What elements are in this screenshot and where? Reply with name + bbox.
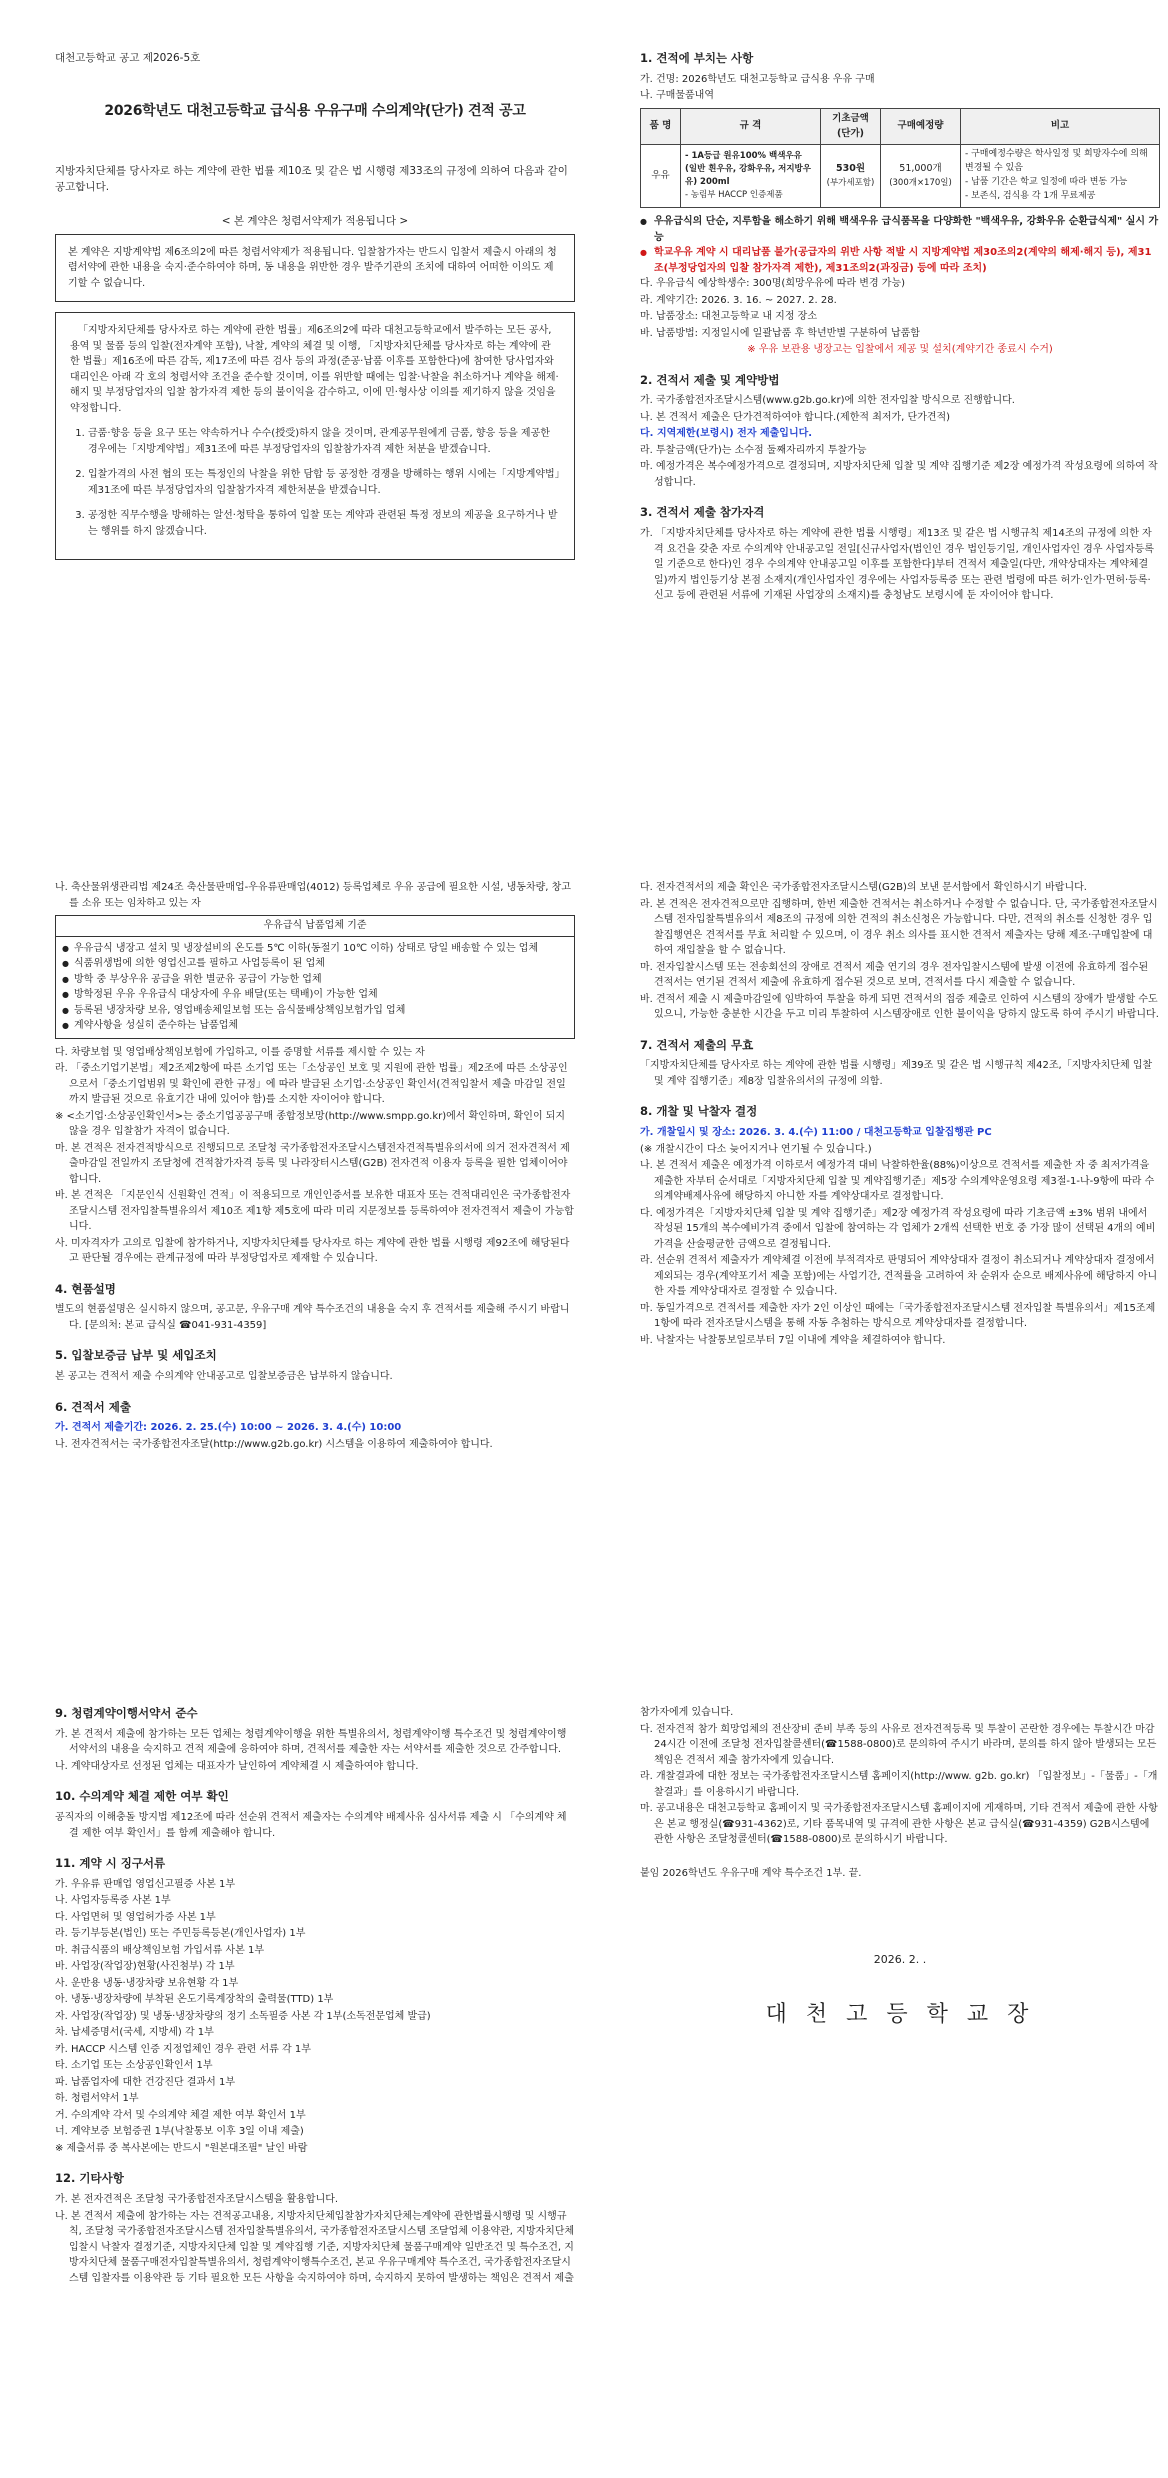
list-item: 사. 운반용 냉동·냉장차량 보유현황 각 1부 [55,1977,239,1989]
section-1-title: 1. 견적에 부치는 사항 [640,51,754,65]
s6-item-f: 바. 견적서 제출 시 제출마감일에 임박하여 투찰을 하게 되면 견적서의 접증 제출로 인하여 시스템의 장애가 발생할 수도 있으니, 가능한 충분한 시간을 두고 미리 투찰하여 시스템장애로 인한 불이익을 당하지 않도록 하여 주시기 바랍니다. [640,993,1159,1020]
s12-item-e: 마. 공고내용은 대천고등학교 홈페이지 및 국가종합전자조달시스템 홈페이지에 게재하며, 기타 견적서 제출에 관한 사항은 본교 행정실(☎931-4362)로, 기타 품목내역 및 규격에 관한 사항은 본교 급식실(☎931-4359) G2B시스템에 관한 사항은 조달청콜센터(☎1588-0800)로 문의하시기 바랍니다. [640,1803,1158,1845]
section-11-title: 11. 계약 시 징구서류 [55,1856,166,1871]
th-note: 비고 [961,108,1160,144]
page3-left [55,1705,575,2287]
s1-item-a: 가. 건명: 2026학년도 대천고등학교 급식용 우유 구매 [640,73,875,85]
s8-item-c: 다. 예정가격은「지방자치단체 입찰 및 계약 집행기준」제2장 예정가격 작성요령에 따라 기초금액 ±3% 범위 내에서 작성된 15개의 복수예비가격 중에서 입찰에 참여하는 각 업체가 2개씩 선택한 번호 중 가장 많이 선택된 4개의 예비가격을 산술평균한 금액으로 결정됩니다. [640,1207,1156,1250]
s1-item-e: 마. 납품장소: 대천고등학교 내 지정 장소 [640,311,818,322]
cell-qty [881,145,961,208]
criteria-item: ● 방학정된 우유 우유급식 대상자에 우유 배달(또는 택배)이 가능한 업체 [62,987,568,1003]
s6-item-b: 나. 전자견적서는 국가종합전자조달(http://www.g2b.go.kr) 시스템을 이용하여 제출하여야 합니다. [55,1438,493,1450]
s2-item-b: 나. 본 견적서 제출은 단가견적하여야 합니다.(제한적 최저가, 단가견적) [640,411,951,423]
s12-item-d: 라. 개찰결과에 대한 정보는 국가종합전자조달시스템 홈페이지(http://www. g2b. go.kr) 「입찰정보」-「물품」-「개찰결과」를 이용하시기 바랍니다. [640,1771,1158,1798]
list-item: 하. 청렴서약서 1부 [55,2093,139,2105]
note-line: - 납품 기간은 학교 일정에 따라 변동 가능 [965,177,1128,188]
s8-item-a: 가. 개찰일시 및 장소: 2026. 3. 4.(수) 11:00 / 대천고등학교 입찰집행관 PC [640,1127,992,1139]
page1-right [640,50,1160,605]
spec-line: - 1A등급 원유100% 백색우유 (일반 흰우유, 강화우유, 저지방우유) 200ml [685,150,811,188]
list-item: 라. 등기부등본(법인) 또는 주민등록등본(개인사업자) 1부 [55,1928,306,1940]
s3-item-a: 가. 「지방자치단체를 당사자로 하는 계약에 관한 법률 시행령」제13조 및 같은 법 시행규칙 제14조의 규정에 의한 자격 요건을 갖춘 자로 수의계약 안내공고일 전일[신규사업자(법인인 경우 법인등기일, 개인사업자인 경우 사업자등록일 기준으로 한다)인 경우 수의계약 안내공고일 이후를 포함한다]부터 견적서 제출일(다만, 개약상대자는 계약체결일)까지 법인등기상 본점 소재지(개인사업자인 경우에는 사업자등록증 또는 관련 법령에 따른 허가·인가·면허·등록·신고 등에 관련된 서류에 기재된 사업장의 소재지)를 충청남도 보령시에 둔 자이어야 합니다. [640,528,1154,602]
th-name: 품 명 [641,108,681,144]
section-9-title: 9. 청렴계약이행서약서 준수 [55,1706,198,1720]
attachment-line: 붙임 2026학년도 우유구매 계약 특수조건 1부. 끝. [640,1867,862,1879]
criteria-item: ● 식품위생법에 의한 영업신고를 필하고 사업등록이 된 업체 [62,956,568,972]
list-item: 바. 사업장(작업장)현황(사진첨부) 각 1부 [55,1961,235,1973]
note-line: - 보존식, 검식용 각 1개 무료제공 [965,191,1096,202]
page2-right [640,880,1160,1349]
pledge-item: 2. 입찰가격의 사전 협의 또는 특정인의 낙찰을 위한 담합 등 공정한 경쟁을 방해하는 행위 시에는「지방계약법」제31조에 따른 부정당업자의 입찰참가자격 제한처분을 받겠습니다. [88,467,560,498]
bullet-milk-rotation: ● 우유급식의 단순, 지루함을 해소하기 위해 백색우유 급식품목을 다양화한 "백색우유, 강화우유 순환급식제" 실시 가능 [640,214,1160,245]
list-item: 타. 소기업 또는 소상공인확인서 1부 [55,2060,213,2072]
notice-date: 2026. 2. . [873,1953,927,1966]
cell-note [961,145,1160,208]
criteria-list [56,937,574,1038]
s7-text: 「지방자치단체를 당사자로 하는 계약에 관한 법률 시행령」제39조 및 같은 법 시행규칙 제42조,「지방자치단체 입찰 및 계약 집행기준」제8장 입찰유의서의 규정에 의함. [640,1060,1153,1087]
cell-name: 우유 [641,145,681,208]
integrity-box-text: 본 계약은 지방계약법 제6조의2에 따른 청렴서약제가 적용됩니다. 입찰참가자는 반드시 입찰서 제출시 아래의 청렴서약에 관한 내용을 숙지·준수하여야 하며, 동 내용을 위반한 경우 발주기관의 조치에 대하여 어떠한 이의도 제기할 수 없습니다. [68,246,557,289]
s3-item-e: 마. 본 견적은 전자견적방식으로 진행되므로 조달청 국가종합전자조달시스템전자견적특별유의서에 의거 전자견적서 제출마감일 전일까지 조달청에 견적참가자격 등록 및 나라장터시스템(G2B) 전자견적 이용자 등록을 필한 업체이어야 합니다. [55,1142,570,1185]
section-6-title: 6. 견적서 제출 [55,1399,131,1414]
s10-text: 공직자의 이해충돌 방지법 제12조에 따라 선순위 견적서 제출자는 수의계약 배제사유 심사서류 제출 시 「수의계약 체결 제한 여부 확인서」를 함께 제출해야 합니다. [55,1812,567,1839]
criteria-item: ● 방학 중 부상우유 공급을 위한 별균유 공급이 가능한 업체 [62,972,568,988]
section-12-title: 12. 기타사항 [55,2171,124,2186]
th-qty: 구매예정량 [881,108,961,144]
s8-item-b: 나. 본 견적서 제출은 예정가격 이하로서 예정가격 대비 낙찰하한율(88%)이상으로 견적서를 제출한 자 중 최저가격을 제출한 자부터 순서대로「지방자치단체 입찰 및 계약집행기준」제5장 수의계약운영요령 제3절-1-나-9항에 따라 수의계약배제사유에 해당하지 아니한 자를 계약상대자로 결정합니다. [640,1160,1155,1203]
pledge-list [70,426,560,539]
list-item: 마. 취급식품의 배상책임보험 가입서류 사본 1부 [55,1944,264,1956]
s6-item-e: 마. 전자입찰시스템 또는 전송회선의 장애로 견적서 제출 연기의 경우 전자입찰시스템에 발생 이전에 유효하게 접수된 견적서는 연기된 견적서 제출에 유효하게 접수된 것으로 보며, 견적서를 다시 제출할 수 없습니다. [640,961,1149,988]
s3-item-d-note: ※ <소기업·소상공인확인서>는 중소기업공공구매 종합정보망(http://www.smpp.go.kr)에서 확인하며, 확인이 되지 않을 경우 입찰참가 자격이 없습니다. [55,1110,566,1137]
criteria-item: ● 등록된 냉장차량 보유, 영업배송체일보험 또는 음식물배상책임보험가입 업체 [62,1003,568,1019]
list-item: 다. 사업면허 및 영업허가증 사본 1부 [55,1911,216,1923]
criteria-item: ● 계약사항을 성실히 준수하는 납품업체 [62,1018,568,1034]
list-item: 자. 사업장(작업장) 및 냉동·냉장차량의 정기 소독필증 사본 각 1부(소독전문업체 발급) [55,2010,431,2022]
purchase-table [640,108,1160,208]
s3-item-d: 라. 「중소기업기본법」제2조제2항에 따른 소기업 또는「소상공인 보호 및 지원에 관한 법률」제2조에 따른 소상공인으로서「중소기업범위 및 확인에 관한 규정」에 따라 발급된 소기업·소상공인 확인서(견적입찰서 제출 마감일 전일까지 발급된 것으로 유효기간 내에 있어야 함)를 소지한 자이어야 합니다. [55,1063,568,1105]
s6-item-a: 가. 견적서 제출기간: 2026. 2. 25.(수) 10:00 ~ 2026. 3. 4.(수) 10:00 [55,1422,402,1434]
integrity-box [55,234,575,303]
section-3-title: 3. 견적서 제출 참가자격 [640,505,765,520]
note-line: - 구매예정수량은 학사일정 및 희망자수에 의해 변경될 수 있음 [965,149,1148,174]
list-item: 차. 납세증명서(국세, 지방세) 각 1부 [55,2027,214,2039]
section-4-title: 4. 현품설명 [55,1281,116,1296]
list-item: 거. 수의계약 각서 및 수의계약 체결 제한 여부 확인서 1부 [55,2109,306,2121]
s2-item-a: 가. 국가종합전자조달시스템(www.g2b.go.kr)에 의한 전자입찰 방식으로 진행합니다. [640,395,1015,407]
notice-number: 대천고등학교 공고 제2026-5호 [55,52,201,64]
page3-right [640,1705,1160,2032]
s12-item-c: 다. 전자견적 참가 희망업체의 전산장비 준비 부족 등의 사유로 전자견적등록 및 투찰이 곤란한 경우에는 투찰시간 마감 24시간 이전에 조달청 전자입찰콜센터(☎1588-0800)로 문의하여 주시기 바라며, 문의를 하지 않아 발생되는 모든 책임은 견적서 제출 참가자에게 있습니다. [640,1723,1157,1766]
s1-item-d: 라. 계약기간: 2026. 3. 16. ~ 2027. 2. 28. [640,294,837,306]
s12-item-b-cont: 참가자에게 있습니다. [640,1707,734,1718]
s6-item-c: 다. 전자견적서의 제출 확인은 국가종합전자조달시스템(G2B)의 보낸 문서함에서 확인하시기 바랍니다. [640,882,1087,893]
supplier-criteria-box [55,915,575,1039]
bullet-no-proxy: ● 학교우유 계약 시 대리납품 불가(공급자의 위반 사항 적발 시 지방계약법 제30조의2(계약의 해제·해지 등), 제31조(부정당업자의 입찰 참가자격 제한), 제31조의2(과징금) 등에 따라 조치) [640,245,1160,276]
section-10-title: 10. 수의계약 체결 제한 여부 확인 [55,1789,229,1804]
price-value: 530원 [835,163,865,175]
s2-item-e: 마. 예정가격은 복수예정가격으로 결정되며, 지방자치단체 입찰 및 계약 집행기준 제2장 예정가격 작성요령에 의하여 작성합니다. [640,461,1158,488]
intro-text: 지방자치단체를 당사자로 하는 계약에 관한 법률 제10조 및 같은 법 시행령 제33조의 규정에 의하여 다음과 같이 공고합니다. [55,164,568,194]
price-note: (부가세포함) [826,177,875,188]
spec-line: - 농림부 HACCP 인증제품 [685,190,783,201]
section-5-title: 5. 입찰보증금 납부 및 세입조치 [55,1348,217,1363]
cell-spec [681,145,821,208]
s2-item-c: 다. 지역제한(보령시) 전자 제출입니다. [640,428,813,440]
table-row [641,145,1160,208]
integrity-box-heading: < 본 계약은 청렴서약제가 적용됩니다 > [221,215,409,228]
pledge-text: 「지방자치단체를 당사자로 하는 계약에 관한 법률」제6조의2에 따라 대천고등학교에서 발주하는 모든 공사, 용역 및 물품 등의 입찰(전자계약 포함), 낙찰, 계약의 체결 및 이행, 「지방자치단체를 당사자로 하는 계약에 관한 법률」제16조에 따른 감독, 제17조에 따른 검사 등의 과정(준공·납품 이후를 포함한다)에 참여한 당사업자와 대리인은 아래 각 호의 청렴서약 조건을 준수할 것이며, 이를 위반할 때에는 입찰·낙찰을 취소하거나 계약을 해제·해지 및 부정당업자의 입찰 참가자격 제한 등의 불이익을 감수하고, 이에 민·형사상 이의를 제기하지 않을 것임을 약정합니다. [70,325,559,414]
s1-item-c: 다. 우유급식 예상학생수: 300명(희망우유에 따라 변경 가능) [640,278,906,289]
list-item: 가. 우유류 판매업 영업신고필증 사본 1부 [55,1878,235,1890]
s1-item-f: 바. 납품방법: 지정일시에 일괄납품 후 학년반별 구분하여 납품함 [640,327,920,339]
s1-note: ※ 우유 보관용 냉장고는 입찰에서 제공 및 설치(계약기간 종료시 수거) [747,344,1053,355]
document-title: 2026학년도 대천고등학교 급식용 우유구매 수의계약(단가) 견적 공고 [104,103,526,120]
cell-price [821,145,881,208]
criteria-item: ● 우유급식 냉장고 설치 및 냉장설비의 온도를 5℃ 이하(동절기 10℃ 이하) 상태로 당일 배송할 수 있는 업체 [62,941,568,957]
s8-item-e: 마. 동일가격으로 견적서를 제출한 자가 2인 이상인 때에는「국가종합전자조달시스템 전자입찰 특별유의서」제15조제1항에 따라 전자조달시스템을 통해 자동 추첨하는 방식으로 계약상대자를 결정합니다. [640,1302,1156,1330]
pledge-item: 1. 금품·향응 등을 요구 또는 약속하거나 수수(授受)하지 않을 것이며, 관계공무원에게 금품, 향응 등을 제공한 경우에는「지방계약법」제31조에 따른 부정당업자의 입찰참가자격 제한 처분을 받겠습니다. [88,426,560,457]
list-item: 파. 납품업자에 대한 건강진단 결과서 1부 [55,2076,235,2088]
s9-item-b: 나. 계약대상자로 선정된 업체는 대표자가 날인하여 계약체결 시 제출하여야 합니다. [55,1760,419,1772]
s6-item-d: 라. 본 견적은 전자견적으로만 집행하며, 한번 제출한 견적서는 취소하거나 수정할 수 없습니다. 단, 국가종합전자조달시스템 전자입찰특별유의서 제8조의 규정에 의한 견적의 취소신청은 가능합니다. 다만, 견적의 취소를 신청한 경우 입찰집행연은 견적서를 무효 처리할 수 있으며, 이 경우 취소 의사를 표시한 견적서 제출자는 당해 제조·구매입찰에 대하여 재입찰을 할 수 없습니다. [640,898,1158,956]
s8-item-d: 라. 선순위 견적서 제출자가 계약체결 이전에 부적격자로 판명되어 계약상대자 결정이 취소되거나 계약상대자 결정에서 제외되는 경우(계약포기서 제출 포함)에는 사업기간, 견적률을 고려하여 차 순위자 순으로 배제사유에 해당하지 아니한 자를 계약상대자로 결정할 수 있습니다. [640,1255,1158,1298]
qty-value: 51,000개 [899,163,942,175]
s8-item-f: 바. 낙찰자는 낙찰통보일로부터 7일 이내에 계약을 체결하여야 합니다. [640,1334,946,1346]
criteria-heading: 우유급식 납품업체 기준 [56,916,574,937]
s5-text: 본 공고는 견적서 제출 수의계약 안내공고로 입찰보증금은 납부하지 않습니다. [55,1371,393,1383]
s11-note: ※ 제출서류 중 복사본에는 반드시 "원본대조필" 날인 바람 [55,2142,308,2154]
pledge-item: 3. 공정한 직무수행을 방해하는 알선·청탁을 통하여 입찰 또는 계약과 관련된 특정 정보의 제공을 요구하거나 받는 행위를 하지 않겠습니다. [88,508,560,539]
section-7-title: 7. 견적서 제출의 무효 [640,1037,754,1052]
page1-left [55,50,575,560]
section-8-title: 8. 개찰 및 낙찰자 결정 [640,1104,758,1119]
s2-item-d: 라. 투찰금액(단가)는 소수점 둘째자리까지 투찰가능 [640,444,867,456]
section-2-title: 2. 견적서 제출 및 계약방법 [640,372,780,387]
s9-item-a: 가. 본 견적서 제출에 참가하는 모든 업체는 청렴계약이행을 위한 특별유의서, 청렴계약이행 특수조건 및 청렴계약이행서약서의 내용을 숙지하고 견적 제출에 응하여야 하며, 견적서를 제출한 자는 서약서를 제출한 것으로 간주합니다. [55,1728,567,1756]
signer-name: 대 천 고 등 학 교 장 [765,2002,1035,2028]
list-item: 너. 계약보증 보험증권 1부(낙찰통보 이후 3일 이내 제출) [55,2126,304,2138]
s8-item-a-note: (※ 개찰시간이 다소 늦어지거나 연기될 수 있습니다.) [640,1143,872,1155]
s12-item-a: 가. 본 전자견적은 조달청 국가종합전자조달시스템을 활용합니다. [55,2194,339,2206]
s12-item-b: 나. 본 견적서 제출에 참가하는 자는 견적공고내용, 지방자치단체입찰참가자치단체는계약에 관한법률시행령 및 시행규칙, 조달청 국가종합전자조달시스템 전자입찰특별유의서, 국가종합전자조달시스템 조달업체 이용약관, 지방자치단체 입찰시 낙찰자 결정기준, 지방자치단체 입찰 및 계약집행 기준, 지방자치단체 물품구매계약 일반조건 및 특수조건, 지방자치단체 물품구매전자입찰특별유의서, 청렴계약이행특수조건, 본교 우유구매계약 특수조건, 국가종합전자조달시스템 입찰자를 이용약관 등 기타 필요한 모든 사항을 숙지하여야 하며, 숙지하지 못하여 발생하는 책임은 견적서 제출 [55,2210,575,2284]
s1-item-b: 나. 구매물품내역 [640,90,714,102]
s4-text: 별도의 현품설명은 실시하지 않으며, 공고문, 우유구매 계약 특수조건의 내용을 숙지 후 견적서를 제출해 주시기 바랍니다. [문의처: 본교 급식실 ☎041-931-4359] [55,1304,570,1331]
qty-note: (300개×170일) [889,177,952,188]
list-item: 아. 냉동·냉장차량에 부착된 온도기록계장착의 출력물(TTD) 1부 [55,1994,334,2006]
integrity-pledge-box [55,312,575,560]
list-item: 카. HACCP 시스템 인증 지정업체인 경우 관련 서류 각 1부 [55,2043,311,2055]
s3-item-f: 바. 본 견적은 「지문인식 신원확인 견적」이 적용되므로 개인인증서를 보유한 대표자 또는 견적대리인은 국가종합전자조달시스템 전자입찰특별유의서 제10조 제1항 제5호에 따라 미리 지문정보를 등록하여야 전자견적서 제출이 가능합니다. [55,1190,574,1232]
list-item: 나. 사업자등록증 사본 1부 [55,1895,171,1907]
s3-item-b: 나. 축산물위생관리법 제24조 축산물판매업-우유류판매업(4012) 등록업체로 우유 공급에 필요한 시설, 냉동차량, 창고를 소유 또는 임차하고 있는 자 [55,882,571,909]
th-spec: 규 격 [681,108,821,144]
s3-item-c: 다. 차량보험 및 영업배상책임보험에 가입하고, 이를 증명할 서류를 제시할 수 있는 자 [55,1046,425,1058]
required-docs-list [55,1877,575,2140]
page2-left [55,880,575,1453]
s3-item-g: 사. 미자격자가 고의로 입찰에 참가하거나, 지방자치단체를 당사자로 하는 계약에 관한 법률 시행령 제92조에 해당된다고 판단될 경우에는 관계규정에 따라 부정당업자로 제재할 수 있습니다. [55,1237,570,1264]
th-price: 기초금액 (단가) [821,108,881,144]
